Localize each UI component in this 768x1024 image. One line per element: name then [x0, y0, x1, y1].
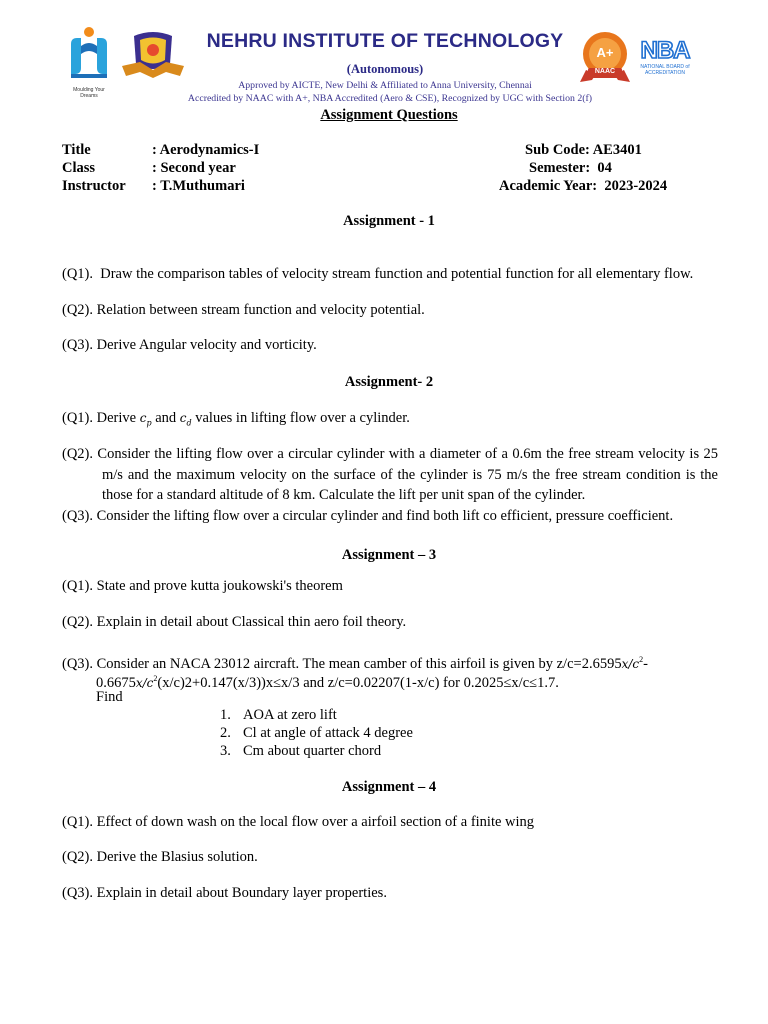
assignment-2-q3: (Q3). Consider the lifting flow over a circular cylinder and find both lift co efficient, pressure coefficient. — [62, 508, 674, 524]
assignment-3-find: Find — [96, 689, 123, 705]
find-item-text: Cm about quarter chord — [243, 743, 382, 759]
cd-symbol: $c_d$ — [179, 411, 192, 428]
assignment-2-heading: Assignment- 2 — [344, 374, 434, 390]
q3-text-1: (Q3). Consider an NACA 23012 aircraft. The mean camber of this airfoil is given by z/c=2.6595 — [62, 655, 622, 672]
institution-logo — [66, 24, 112, 99]
find-item-num: 2. — [220, 725, 231, 741]
nba-logo — [640, 38, 690, 90]
title-label: Title — [62, 142, 91, 158]
assignment-1-q1: (Q1). Draw the comparison tables of velocity stream function and potential function for all elementary flow. — [62, 266, 694, 282]
cp-symbol: $c_p$ — [139, 411, 152, 428]
q1-tail: values in lifting flow over a cylinder. — [195, 410, 410, 426]
accreditation-line: Accredited by NAAC with A+, NBA Accredited (Aero & CSE), Recognized by UGC with Section 2(f) — [187, 93, 593, 104]
assignment-1-q2: (Q2). Relation between stream function and velocity potential. — [62, 302, 425, 318]
academic-year: Academic Year: 2023-2024 — [499, 178, 668, 194]
q3-dash: - — [643, 655, 648, 672]
assignment-2-q2: (Q2). Consider the lifting flow over a circular cylinder with a diameter of a 0.6m the free stream velocity is 25 m/s and the maximum velocity on the surface of the cylinder is 75 m/s the free stream condition is the those for a standard altitude of 8 km. Calculate the lift per unit span of the cylinder. — [62, 446, 718, 503]
x-over-c-2: x/c — [135, 675, 154, 690]
find-item-text: AOA at zero lift — [243, 707, 337, 723]
class-value: : Second year — [152, 160, 236, 176]
q3-sup-1: 2 — [639, 655, 644, 664]
find-item-num: 1. — [220, 707, 231, 723]
assignment-4-heading: Assignment – 4 — [341, 779, 437, 795]
assignment-3-q1: (Q1). State and prove kutta joukowski's theorem — [62, 578, 343, 594]
nba-subtext: NATIONAL BOARD of ACCREDITATION — [640, 64, 690, 76]
nba-label: NBA — [640, 37, 690, 64]
q1-prefix: (Q1). Derive — [62, 410, 137, 426]
semester: Semester: 04 — [529, 160, 612, 176]
logo-tagline: Moulding Your Dreams — [73, 87, 105, 99]
assignment-2-q1 — [62, 408, 718, 433]
q3-text-2b: (x/c)2+0.147(x/3))x≤x/3 and z/c=0.02207(1-x/c) for 0.2025≤x/c≤1.7. — [157, 674, 559, 691]
q3-sup-2: 2 — [153, 674, 158, 683]
assignment-4-q3: (Q3). Explain in detail about Boundary layer properties. — [62, 885, 387, 901]
naac-label: NAAC — [594, 68, 616, 75]
naac-grade: A+ — [596, 45, 614, 60]
class-label: Class — [62, 160, 96, 176]
sub-code: Sub Code: AE3401 — [525, 142, 642, 158]
x-over-c-1: x/c — [621, 656, 640, 671]
find-item-text: Cl at angle of attack 4 degree — [243, 725, 413, 741]
instructor-label: Instructor — [62, 178, 126, 194]
assignment-4-q1: (Q1). Effect of down wash on the local flow over a airfoil section of a finite wing — [62, 814, 535, 830]
assignment-4-q2: (Q2). Derive the Blasius solution. — [62, 849, 258, 865]
assignment-1-q3: (Q3). Derive Angular velocity and vorticity. — [62, 337, 317, 353]
naac-badge — [578, 30, 632, 86]
assignment-3-heading: Assignment – 3 — [341, 547, 437, 563]
title-value: : Aerodynamics-I — [152, 142, 260, 158]
autonomous-label: (Autonomous) — [346, 62, 424, 76]
find-item-num: 3. — [220, 743, 231, 759]
assignment-1-heading: Assignment - 1 — [343, 213, 435, 229]
q1-and: and — [155, 410, 177, 426]
q3-text-2a: 0.6675 — [96, 674, 136, 691]
institution-name: NEHRU INSTITUTE OF TECHNOLOGY — [206, 30, 564, 52]
assignment-3-q2: (Q2). Explain in detail about Classical thin aero foil theory. — [62, 614, 407, 630]
page-title: Assignment Questions — [320, 107, 458, 123]
emblem-logo — [120, 30, 186, 80]
instructor-value: : T.Muthumari — [152, 178, 245, 194]
approval-line: Approved by AICTE, New Delhi & Affiliated to Anna University, Chennai — [238, 80, 532, 91]
